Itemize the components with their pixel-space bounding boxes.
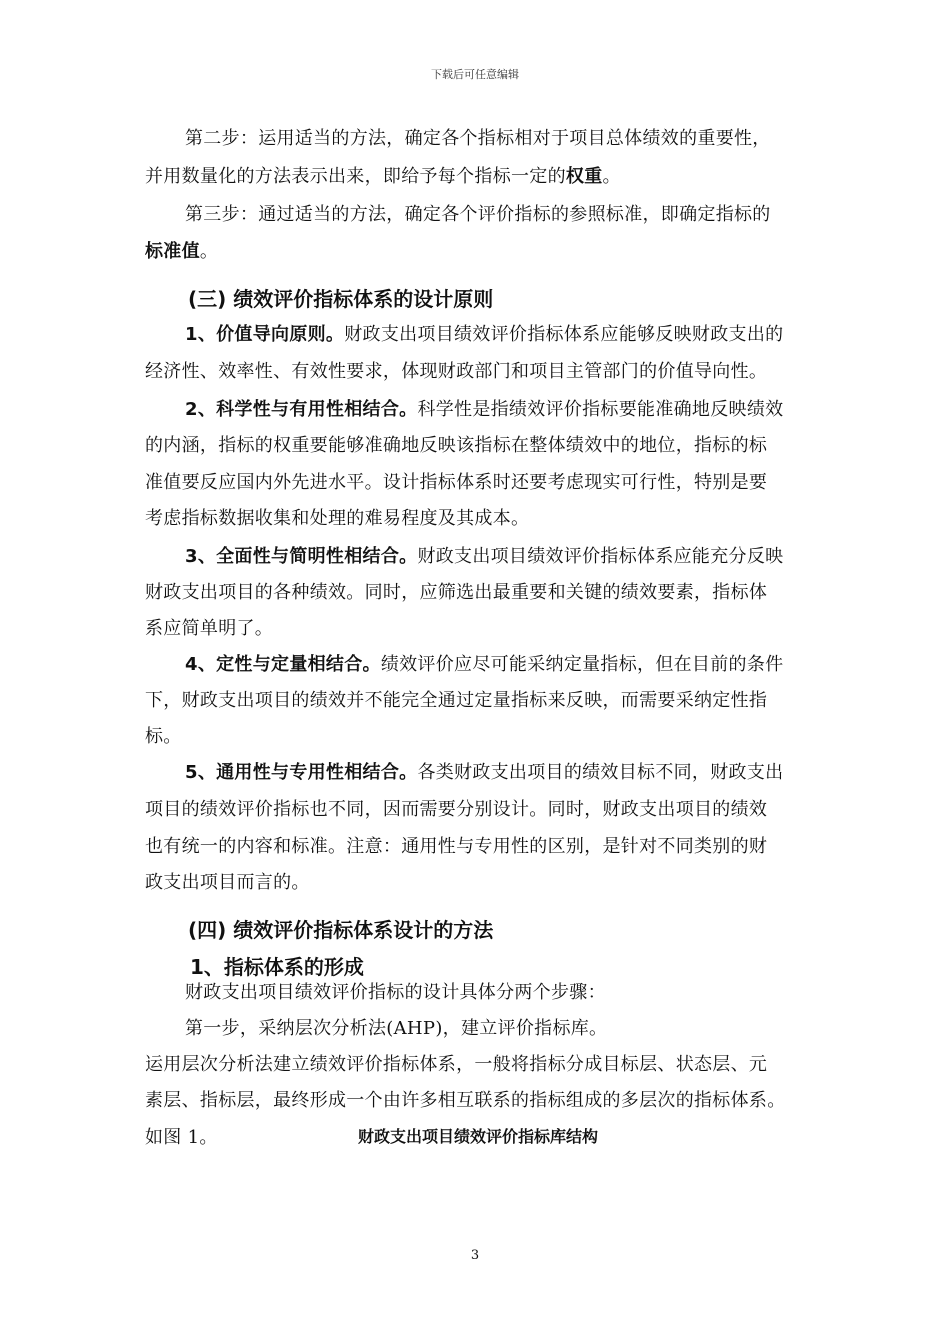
principle-3-title: 3、全面性与简明性相结合。 [185,546,418,567]
principle-5-text: 各类财政支出项目的绩效目标不同，财政支出 [417,762,784,783]
principle-3-text: 财政支出项目绩效评价指标体系应能充分反映 [417,546,784,567]
principle-2-line1 [185,395,783,421]
method-desc-line1: 运用层次分析法建立绩效评价指标体系，一般将指标分成目标层、状态层、元 [145,1054,768,1075]
method-step1: 第一步，采纳层次分析法(AHP)，建立评价指标库。 [185,1018,608,1039]
principle-2-line3: 准值要反应国内外先进水平。设计指标体系时还要考虑现实可行性，特别是要 [145,472,768,493]
principle-5-line1 [185,758,783,784]
principle-4-line1 [185,650,783,676]
step3-end: 。 [199,241,219,262]
principle-5-line4: 政支出项目而言的。 [145,872,310,893]
page-header: 下载后可任意编辑 [431,68,519,81]
method-desc-line2: 素层、指标层，最终形成一个由许多相互联系的指标组成的多层次的指标体系。 [145,1090,786,1111]
principle-4-line2: 下，财政支出项目的绩效并不能完全通过定量指标来反映，而需要采纳定性指 [145,690,768,711]
principle-2-title: 2、科学性与有用性相结合。 [185,399,418,420]
step3-line2 [145,237,218,263]
principle-1-text: 财政支出项目绩效评价指标体系应能够反映财政支出的 [344,324,784,345]
principle-1-line1 [185,320,783,346]
principle-5-title: 5、通用性与专用性相结合。 [185,762,418,783]
section-4-heading: (四) 绩效评价指标体系设计的方法 [188,918,494,942]
principle-2-line2: 的内涵，指标的权重要能够准确地反映该指标在整体绩效中的地位，指标的标 [145,435,768,456]
principle-1-title: 1、价值导向原则。 [185,324,345,345]
principle-3-line2: 财政支出项目的各种绩效。同时，应筛选出最重要和关键的绩效要素，指标体 [145,582,768,603]
principle-4-title: 4、定性与定量相结合。 [185,654,381,675]
principle-5-line3: 也有统一的内容和标准。注意：通用性与专用性的区别，是针对不同类别的财 [145,836,768,857]
principle-2-line4: 考虑指标数据收集和处理的难易程度及其成本。 [145,508,530,529]
step2-bold-term: 权重 [565,166,603,187]
step2-line2 [145,162,621,188]
method-intro: 财政支出项目绩效评价指标的设计具体分两个步骤： [185,982,606,1003]
principle-4-line3: 标。 [145,726,182,747]
subsection-1-heading: 1、指标体系的形成 [190,955,364,979]
step3-bold-term: 标准值 [145,241,200,262]
step3-line1: 第三步：通过适当的方法，确定各个评价指标的参照标准，即确定指标的 [185,204,771,225]
step2-line1: 第二步：运用适当的方法，确定各个指标相对于项目总体绩效的重要性， [185,128,771,149]
principle-1-line2: 经济性、效率性、有效性要求，体现财政部门和项目主管部门的价值导向性。 [145,361,768,382]
principle-2-text: 科学性是指绩效评价指标要能准确地反映绩效 [417,399,784,420]
method-desc-line3: 如图 1。 [145,1127,218,1148]
step2-text: 并用数量化的方法表示出来，即给予每个指标一定的 [145,166,566,187]
step2-end: 。 [602,166,621,187]
principle-3-line1 [185,542,783,568]
section-3-heading: (三) 绩效评价指标体系的设计原则 [188,287,494,311]
figure-caption: 财政支出项目绩效评价指标库结构 [358,1127,599,1146]
principle-3-line3: 系应简单明了。 [145,618,274,639]
principle-5-line2: 项目的绩效评价指标也不同，因而需要分别设计。同时，财政支出项目的绩效 [145,799,768,820]
principle-4-text: 绩效评价应尽可能采纳定量指标，但在目前的条件 [380,654,784,675]
page-number: 3 [470,1248,480,1263]
